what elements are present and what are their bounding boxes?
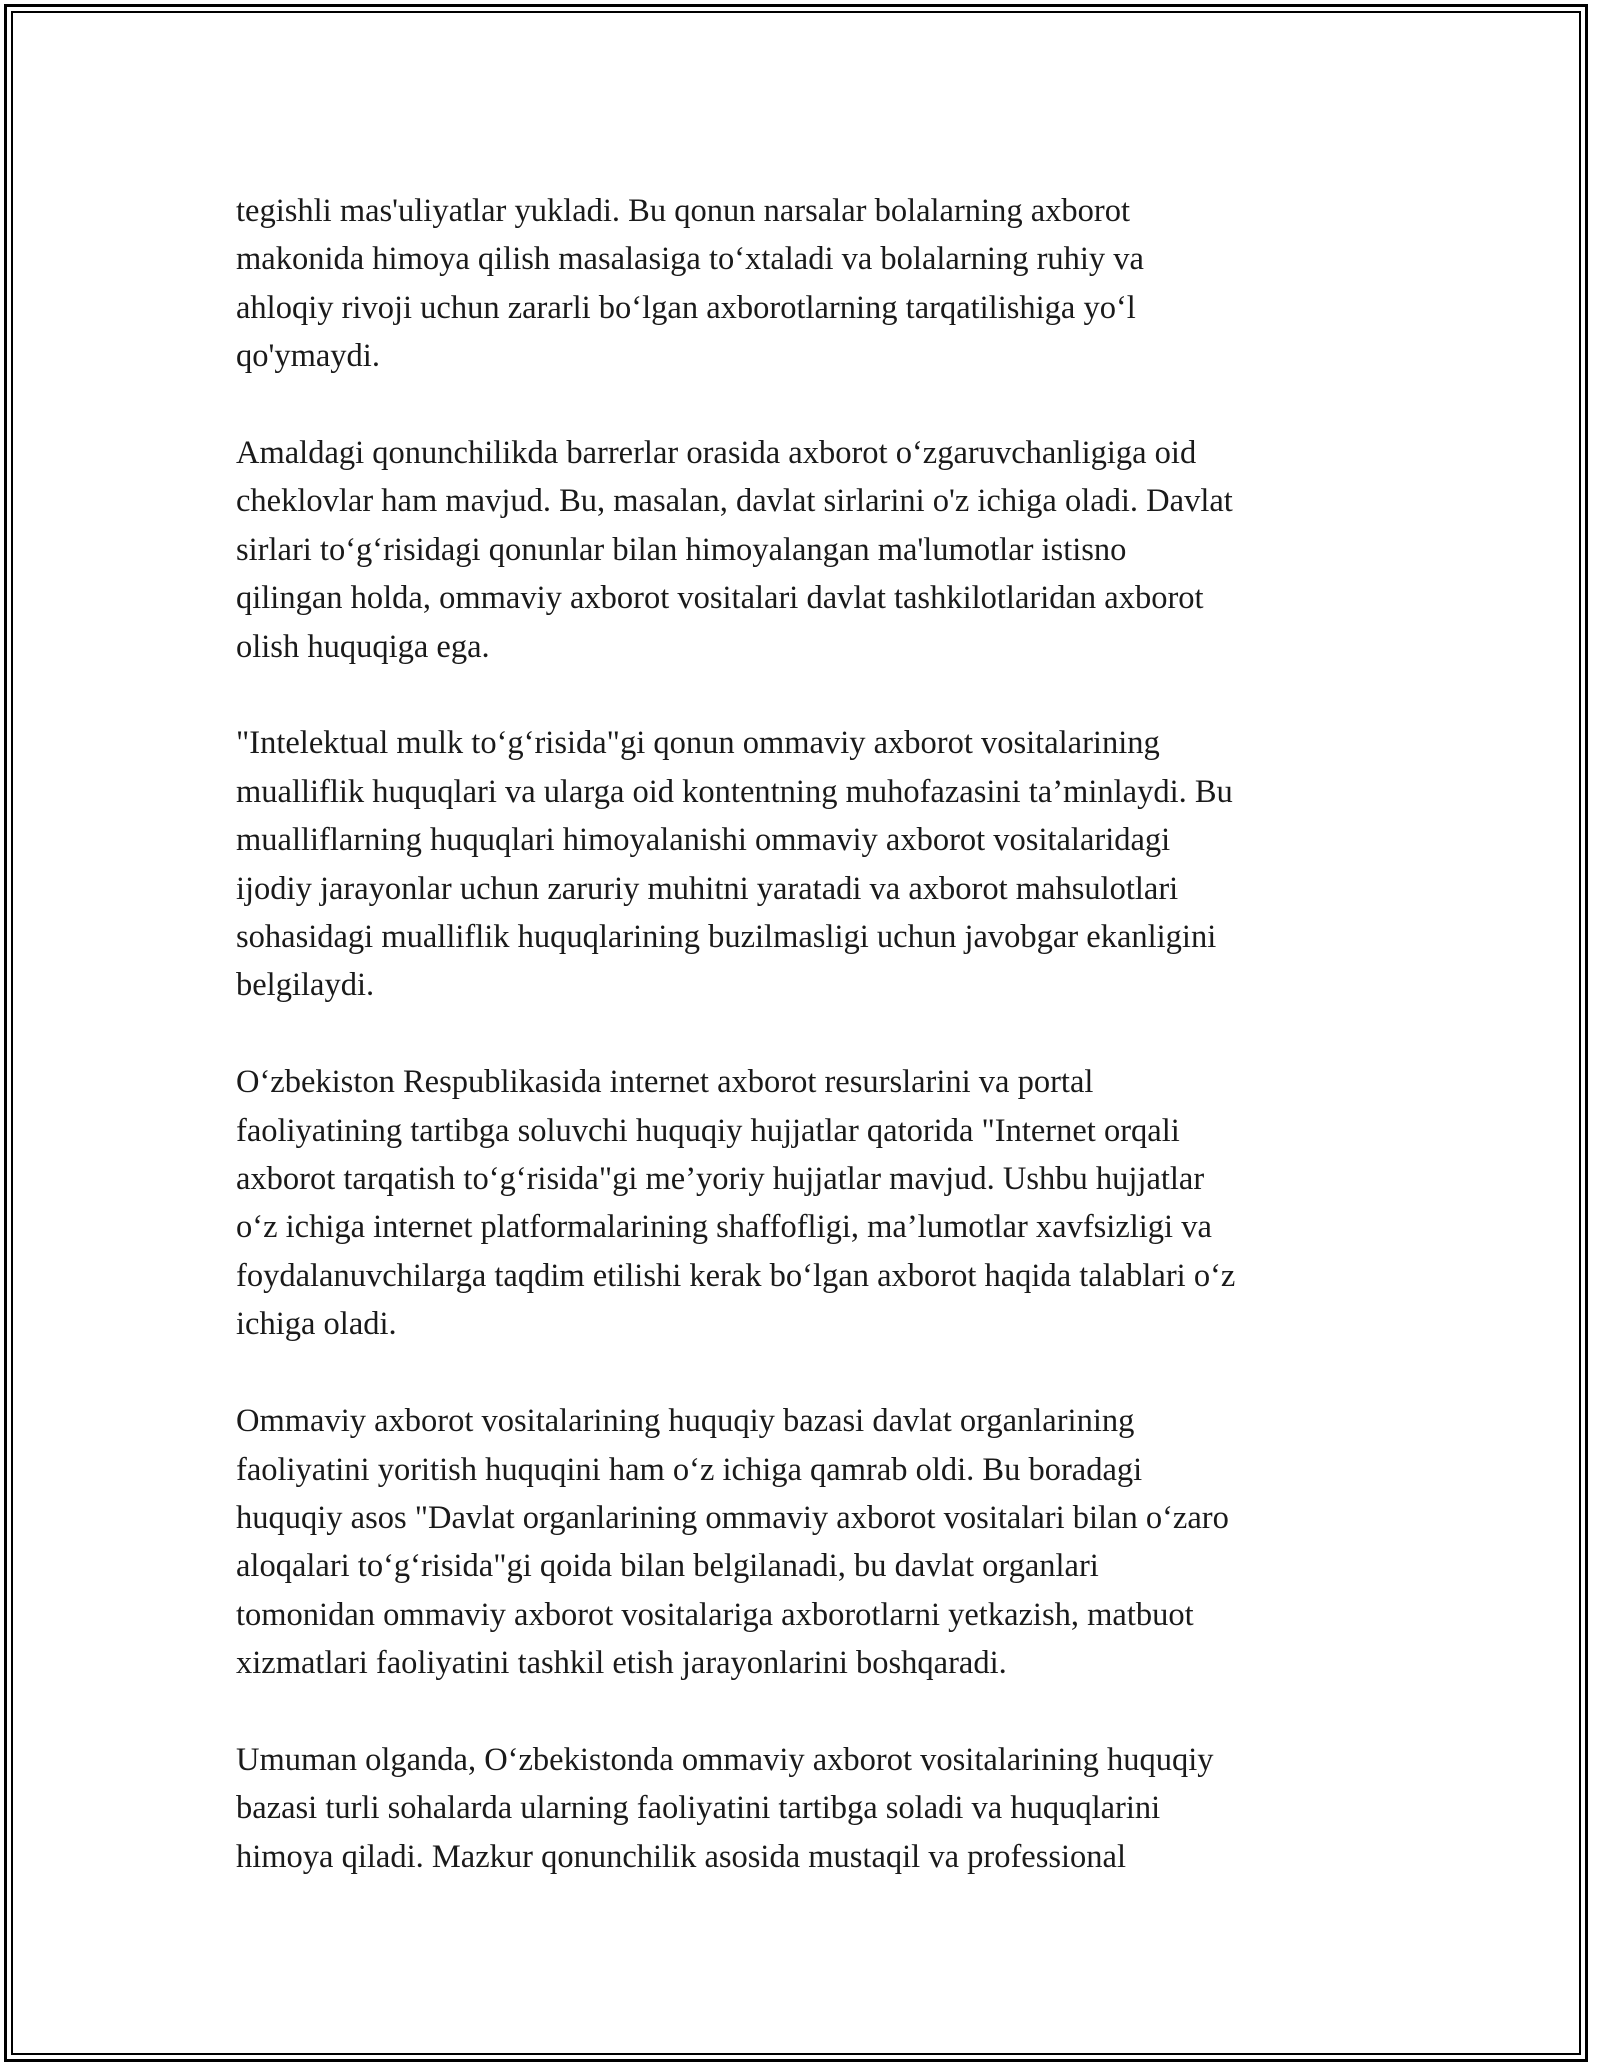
text-line: bazasi turli sohalarda ularning faoliyatini tartibga soladi va huquqlarini: [236, 1790, 1161, 1827]
text-line: belgilaydi.: [236, 967, 375, 1004]
text-line: qo'ymaydi.: [236, 338, 380, 375]
text-line: Amaldagi qonunchilikda barrerlar orasida axborot o‘zgaruvchanligiga oid: [236, 435, 1197, 472]
text-line: o‘z ichiga internet platformalarining shaffofligi, ma’lumotlar xavfsizligi va: [236, 1209, 1212, 1246]
text-line: huquqiy asos "Davlat organlarining ommaviy axborot vositalari bilan o‘zaro: [236, 1499, 1229, 1536]
text-line: xizmatlari faoliyatini tashkil etish jarayonlarini boshqaradi.: [236, 1645, 1007, 1682]
text-line: sirlari to‘g‘risidagi qonunlar bilan himoyalangan ma'lumotlar istisno: [236, 531, 1127, 568]
paragraph-1: [236, 187, 1376, 381]
text-line: aloqalari to‘g‘risida"gi qoida bilan belgilanadi, bu davlat organlari: [236, 1548, 1099, 1585]
text-line: ahloqiy rivoji uchun zararli bo‘lgan axborotlarning tarqatilishiga yo‘l: [236, 289, 1136, 326]
text-line: mualliflik huquqlari va ularga oid kontentning muhofazasini ta’minlaydi. Bu: [236, 773, 1233, 810]
paragraph-2: [236, 429, 1376, 671]
paragraph-3: [236, 719, 1376, 1009]
text-line: cheklovlar ham mavjud. Bu, masalan, davlat sirlarini o'z ichiga oladi. Davlat: [236, 483, 1233, 520]
text-line: faoliyatini yoritish huquqini ham o‘z ichiga qamrab oldi. Bu boradagi: [236, 1451, 1143, 1488]
text-line: tomonidan ommaviy axborot vositalariga axborotlarni yetkazish, matbuot: [236, 1596, 1194, 1633]
paragraph-6: [236, 1736, 1376, 1881]
text-line: "Intelektual mulk to‘g‘risida"gi qonun ommaviy axborot vositalarining: [236, 725, 1160, 762]
text-line: Umuman olganda, O‘zbekistonda ommaviy axborot vositalarining huquqiy: [236, 1741, 1214, 1778]
text-line: tegishli mas'uliyatlar yukladi. Bu qonun narsalar bolalarning axborot: [236, 193, 1130, 229]
text-line: foydalanuvchilarga taqdim etilishi kerak bo‘lgan axborot haqida talablari o‘z: [236, 1257, 1236, 1294]
paragraph-4: [236, 1058, 1376, 1348]
document-body: [236, 187, 1376, 1930]
text-line: olish huquqiga ega.: [236, 628, 490, 665]
text-line: faoliyatining tartibga soluvchi huquqiy hujjatlar qatorida "Internet orqali: [236, 1112, 1180, 1149]
text-line: sohasidagi mualliflik huquqlarining buzilmasligi uchun javobgar ekanligini: [236, 919, 1217, 956]
text-line: ichiga oladi.: [236, 1306, 397, 1343]
text-line: Ommaviy axborot vositalarining huquqiy bazasi davlat organlarining: [236, 1403, 1135, 1440]
text-line: axborot tarqatish to‘g‘risida"gi me’yoriy hujjatlar mavjud. Ushbu hujjatlar: [236, 1161, 1205, 1198]
paragraph-5: [236, 1397, 1376, 1687]
text-line: qilingan holda, ommaviy axborot vositalari davlat tashkilotlaridan axborot: [236, 580, 1204, 617]
text-line: O‘zbekiston Respublikasida internet axborot resurslarini va portal: [236, 1064, 1094, 1101]
text-line: mualliflarning huquqlari himoyalanishi ommaviy axborot vositalaridagi: [236, 822, 1171, 859]
text-line: ijodiy jarayonlar uchun zaruriy muhitni yaratadi va axborot mahsulotlari: [236, 870, 1179, 907]
text-line: makonida himoya qilish masalasiga to‘xtaladi va bolalarning ruhiy va: [236, 241, 1144, 278]
text-line: himoya qiladi. Mazkur qonunchilik asosida mustaqil va professional: [236, 1838, 1126, 1875]
